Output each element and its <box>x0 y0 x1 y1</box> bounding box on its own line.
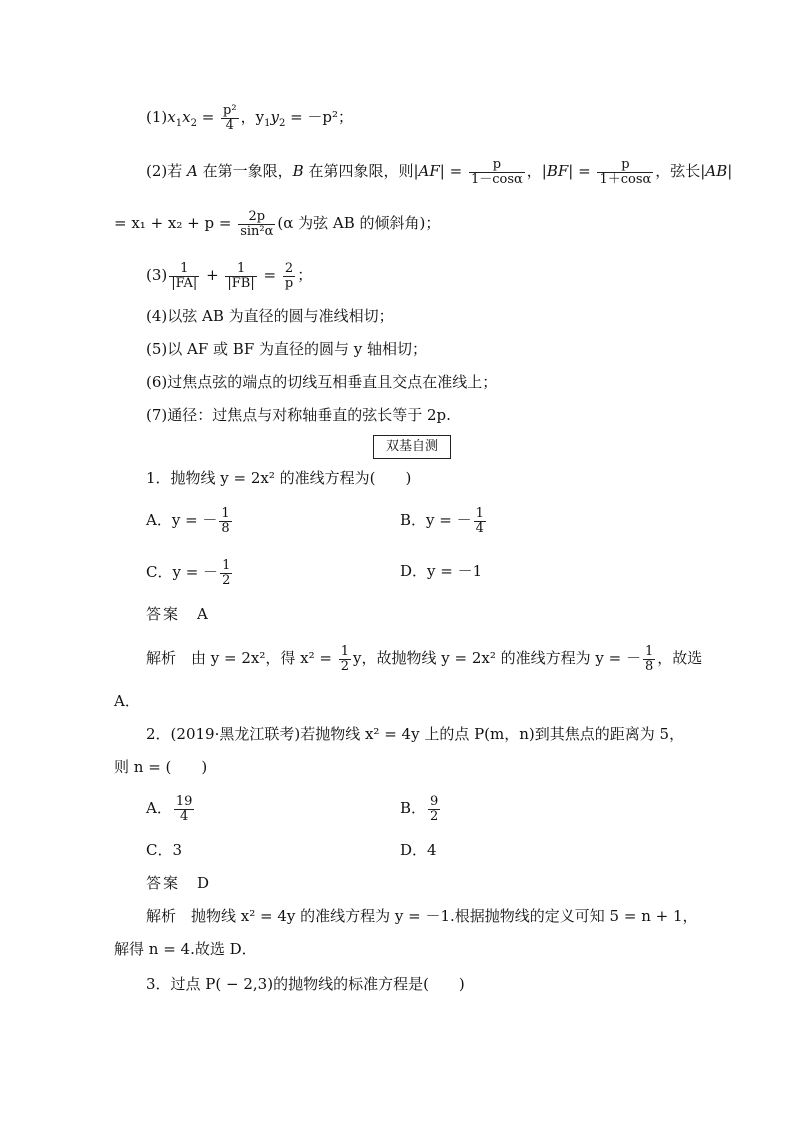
label: A．y = － <box>146 511 218 530</box>
numerator: 1 <box>475 506 484 521</box>
denominator: 2 <box>340 658 349 674</box>
q1-option-c <box>146 559 234 587</box>
var: B <box>292 162 304 181</box>
fraction <box>174 795 195 823</box>
denominator: 2 <box>222 572 231 588</box>
numerator: 2 <box>283 262 295 277</box>
denominator: p <box>284 275 294 291</box>
q1-solution <box>146 645 702 673</box>
numerator: p <box>469 158 525 173</box>
sub: 1 <box>264 118 271 130</box>
denominator: 2 <box>430 808 439 824</box>
text: = －p²； <box>285 108 354 127</box>
text: 在第一象限， <box>197 162 293 181</box>
property-7: (7)通径：过焦点与对称轴垂直的弦长等于 2p. <box>146 406 451 424</box>
var: BF <box>546 162 569 181</box>
numerator: 2p <box>238 210 275 225</box>
label: (1) <box>146 108 168 127</box>
fraction <box>283 262 295 290</box>
fraction <box>474 507 486 535</box>
var: AB <box>705 162 728 181</box>
q2-option-a <box>146 795 196 823</box>
eq: = <box>196 108 220 127</box>
q2-solution-line2: 解得 n = 4.故选 D． <box>114 940 257 958</box>
numerator: 1 <box>222 558 231 573</box>
property-4: (4)以弦 AB 为直径的圆与准线相切； <box>146 307 394 325</box>
q2-option-b <box>400 795 442 823</box>
text: | = <box>568 162 596 181</box>
fraction <box>428 795 440 823</box>
var: x <box>182 108 191 127</box>
q1-solution-line2: A． <box>114 692 140 710</box>
numerator: 19 <box>175 794 193 809</box>
text: = x₁ + x₂ + p = <box>114 214 237 233</box>
fraction <box>221 104 239 132</box>
var: x <box>167 108 176 127</box>
fraction <box>220 559 232 587</box>
property-2 <box>146 158 732 186</box>
denominator: 4 <box>179 808 189 824</box>
numerator: p <box>597 158 653 173</box>
text: = <box>258 266 281 285</box>
numerator: 1 <box>221 506 230 521</box>
fraction <box>469 158 525 186</box>
numerator: 9 <box>430 794 439 809</box>
q1-answer: 答案 A <box>146 605 210 623</box>
denominator: 4 <box>225 117 234 133</box>
q1-option-b <box>400 507 488 535</box>
q2-stem: 2．(2019·黑龙江联考)若抛物线 x² = 4y 上的点 P(m，n)到其焦点的距离为 5， <box>146 725 685 743</box>
q2-option-d: D．4 <box>400 841 437 859</box>
fraction <box>169 262 199 290</box>
q2-option-c: C．3 <box>146 841 183 859</box>
numerator: 1 <box>169 262 199 277</box>
var: y <box>270 108 279 127</box>
q1-option-a <box>146 507 234 535</box>
label: (3) <box>146 266 168 285</box>
text: ，故选 <box>657 649 703 668</box>
property-1 <box>146 104 353 134</box>
fraction <box>643 645 655 673</box>
text: 解析 由 y = 2x²，得 x² = <box>146 649 337 668</box>
label: C．y = － <box>146 563 219 582</box>
sub: 1 <box>175 118 183 130</box>
q3-stem: 3．过点 P( − 2,3)的抛物线的标准方程是( ) <box>146 975 465 993</box>
label: B． <box>400 799 427 818</box>
denominator: sin²α <box>240 223 274 239</box>
denominator: 4 <box>475 520 484 536</box>
text: | = <box>439 162 467 181</box>
numerator: p² <box>223 103 237 118</box>
numerator: 1 <box>644 644 654 659</box>
text: ； <box>297 266 313 285</box>
fraction <box>339 645 351 673</box>
q2-solution: 解析 抛物线 x² = 4y 的准线方程为 y = －1.根据抛物线的定义可知 5 = n + 1， <box>146 907 698 925</box>
denominator: |FB| <box>227 275 255 291</box>
label: B．y = － <box>400 511 472 530</box>
denominator: 1－cosα <box>470 171 523 187</box>
q1-stem: 1．抛物线 y = 2x² 的准线方程为( ) <box>146 469 412 487</box>
label: A． <box>146 799 172 818</box>
fraction <box>238 210 275 238</box>
var: A <box>187 162 198 181</box>
section-badge: 双基自测 <box>373 435 451 459</box>
numerator: 1 <box>340 644 349 659</box>
property-6: (6)过焦点弦的端点的切线互相垂直且交点在准线上； <box>146 373 498 391</box>
property-2-line2 <box>114 210 440 238</box>
text: ，弦长| <box>655 162 706 181</box>
denominator: |FA| <box>171 275 198 291</box>
property-5: (5)以 AF 或 BF 为直径的圆与 y 轴相切； <box>146 340 428 358</box>
q1-option-d: D．y = －1 <box>400 562 483 580</box>
fraction <box>597 158 653 186</box>
text: 在第四象限，则| <box>303 162 419 181</box>
text: (2)若 <box>146 162 188 181</box>
denominator: 8 <box>221 520 230 536</box>
q2-stem-line2: 则 n = ( ) <box>114 758 208 776</box>
sub: 2 <box>190 118 197 130</box>
var: AF <box>418 162 440 181</box>
denominator: 8 <box>644 658 654 674</box>
text: ，| <box>526 162 547 181</box>
numerator: 1 <box>225 262 256 277</box>
text: | <box>727 162 733 181</box>
fraction <box>219 507 231 535</box>
text: y，故抛物线 y = 2x² 的准线方程为 y = － <box>353 649 641 668</box>
property-3 <box>146 262 312 290</box>
fraction <box>225 262 256 290</box>
q2-answer: 答案 D <box>146 874 212 892</box>
text: ，y <box>240 108 265 127</box>
text: (α 为弦 AB 的倾斜角)； <box>277 214 441 233</box>
text: + <box>201 266 224 285</box>
denominator: 1＋cosα <box>599 171 652 187</box>
sub: 2 <box>278 118 286 130</box>
